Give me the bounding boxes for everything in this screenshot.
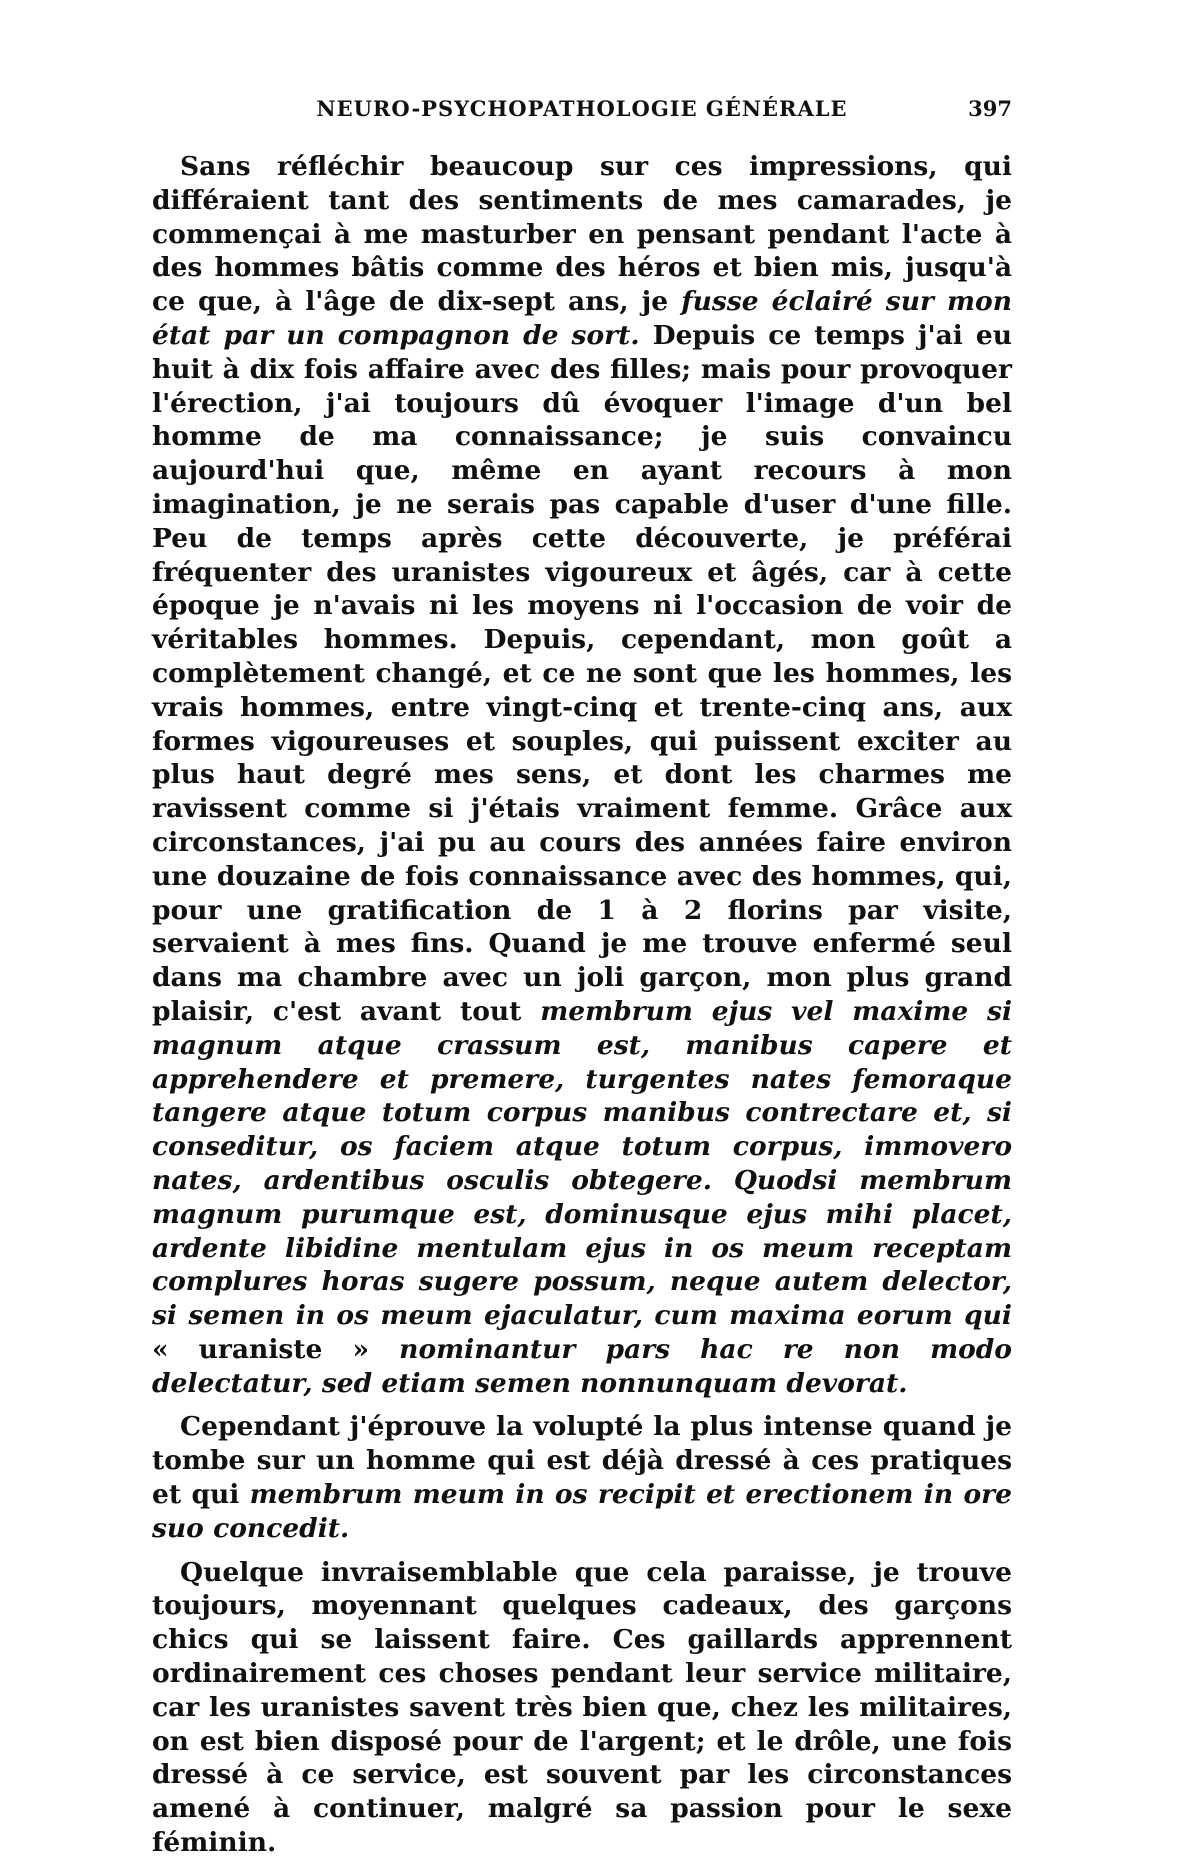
paragraph-1-italic-c: nominantur pars hac re non modo delectatur, sed etiam semen nonnunquam devorat. [152, 1333, 1012, 1399]
book-page [152, 96, 1012, 1870]
page-number: 397 [968, 96, 1012, 121]
paragraph-2-italic-a: membrum meum in os recipit et erectionem in ore suo concedit. [152, 1479, 1012, 1544]
running-header [152, 96, 1012, 136]
paragraph-1 [152, 150, 1012, 1400]
paragraph-1-italic-b: membrum ejus vel maxime si magnum atque crassum est, manibus capere et apprehendere et premere, turgentes nates femoraque tangere atque totum corpus manibus contrectare et, si conseditur, os faciem atque totum corpus, immovero nates, ardentibus osculis obtegere. Quodsi membrum magnum purumque est, dominusque ejus mihi placet, ardente libidine mentulam ejus in os meum receptam complures horas sugere possum, neque autem delector, si semen in os meum ejaculatur, cum maxima eorum qui [152, 995, 1013, 1332]
paragraph-3 [152, 1556, 1012, 1860]
paragraph-3-text-a: Quelque invraisemblable que cela paraisse, je trouve toujours, moyennant quelques cadeaux, des garçons chics qui se laissent faire. Ces gaillards apprennent ordinairement ces choses pendant leur service militaire, car les uranistes savent très bien que, chez les militaires, on est bien disposé pour de l'argent; et le drôle, une fois dressé à ce service, est souvent par les circonstances amené à continuer, malgré sa passion pour le sexe féminin. [152, 1556, 1012, 1859]
paragraph-1-text-a: Sans réfléchir beaucoup sur ces impressions, qui différaient tant des sentiments de mes camarades, je commençai à me masturber en pensant pendant l'acte à des hommes bâtis comme des héros et bien mis, jusqu'à ce que, à l'âge de dix-sept ans, je [152, 151, 1012, 318]
paragraph-1-text-c: « uraniste » [152, 1333, 400, 1365]
paragraph-1-text-b: Depuis ce temps j'ai eu huit à dix fois affaire avec des filles; mais pour provoquer l'érection, j'ai toujours dû évoquer l'image d'un bel homme de ma connaissance; je suis convaincu aujourd'hui que, même en ayant recours à mon imagination, je ne serais pas capable d'user d'une fille. Peu de temps après cette découverte, je préférai fréquenter des uranistes vigoureux et âgés, car à cette époque je n'avais ni les moyens ni l'occasion de voir de véritables hommes. Depuis, cependant, mon goût a complètement changé, et ce ne sont que les hommes, les vrais hommes, entre vingt-cinq et trente-cinq ans, aux formes vigoureuses et souples, qui puissent exciter au plus haut degré mes sens, et dont les charmes me ravissent comme si j'étais vraiment femme. Grâce aux circonstances, j'ai pu au cours des années faire environ une douzaine de fois connaissance avec des hommes, qui, pour une gratification de 1 à 2 florins par visite, servaient à mes fins. Quand je me trouve enfermé seul dans ma chambre avec un joli garçon, mon plus grand plaisir, c'est avant tout [152, 319, 1012, 1027]
paragraph-2 [152, 1410, 1012, 1545]
running-header-title: NEURO-PSYCHOPATHOLOGIE GÉNÉRALE [316, 96, 848, 121]
paragraph-1-italic-a: fusse éclairé sur mon état par un compagnon de sort. [152, 286, 1012, 351]
paragraph-2-text-a: Cependant j'éprouve la volupté la plus intense quand je tombe sur un homme qui est déjà dressé à ces pratiques et qui [152, 1411, 1012, 1511]
